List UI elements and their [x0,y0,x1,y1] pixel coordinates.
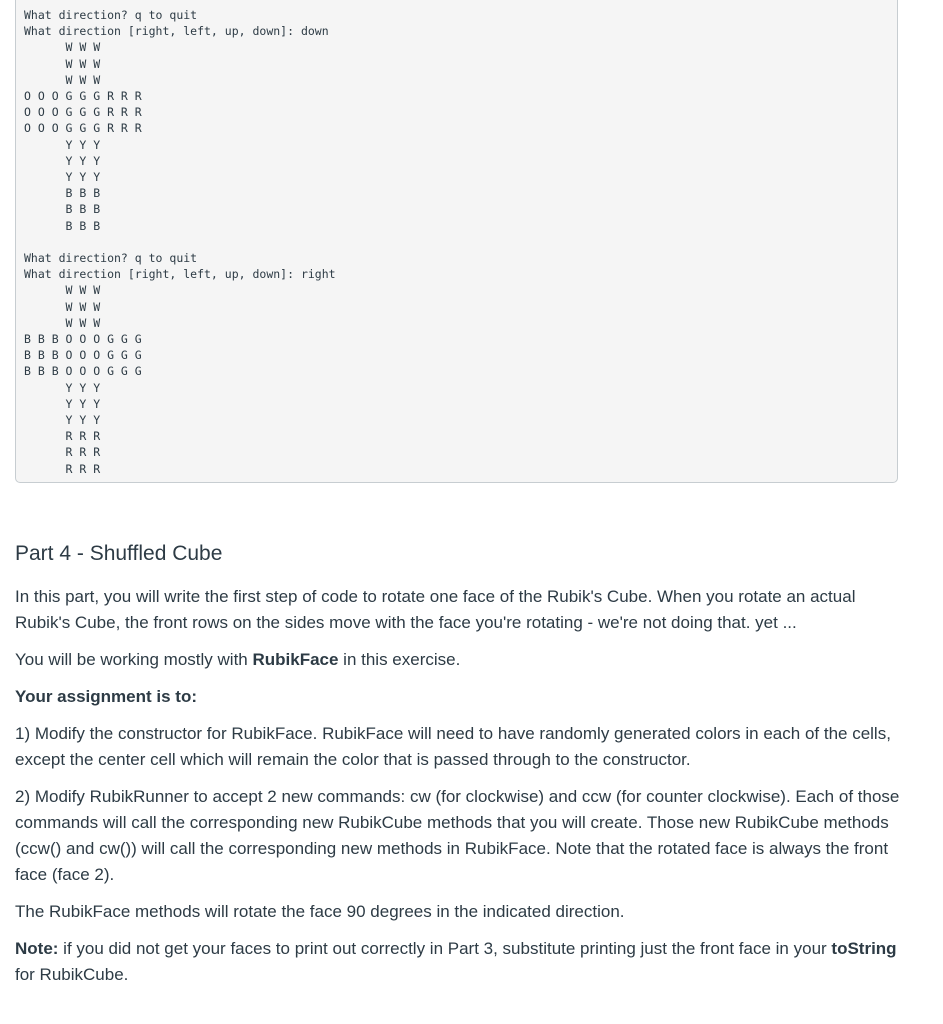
console-line: Y Y Y [24,170,101,185]
console-line: Y Y Y [24,413,101,428]
section-heading: Part 4 - Shuffled Cube [15,542,223,565]
console-line: Y Y Y [24,153,101,168]
note-label: Note: [15,939,59,959]
console-line: Y Y Y [24,137,101,152]
rotate-paragraph: The RubikFace methods will rotate the face 90 degrees in the indicated direction. [15,902,625,922]
step-1-paragraph: 1) Modify the constructor for RubikFace. RubikFace will need to have randomly generated colors in each of the cells, except the center cell which will remain the color that is passed through to the constructor. [15,724,891,770]
console-line: W W W [24,299,101,314]
console-line: Y Y Y [24,396,101,411]
console-line: R R R [24,429,101,444]
tostring-method-name: toString [831,939,897,959]
console-line: R R R [24,445,101,460]
console-line: B B B O O O G G G [24,348,142,363]
working-paragraph [15,647,915,673]
console-line: W W W [24,283,101,298]
console-line: B B B [24,202,101,217]
console-line: What direction [right, left, up, down]: down [24,24,329,39]
console-line: What direction? q to quit [24,8,198,22]
step-2-paragraph: 2) Modify RubikRunner to accept 2 new commands: cw (for clockwise) and ccw (for counter clockwise). Each of those commands will call the corresponding new RubikCube methods that you will create. Those new RubikCube methods (ccw() and cw()) will call the corresponding new methods in RubikFace. Note that the rotated face is always the front face (face 2). [15,787,900,885]
console-line: O O O G G G R R R [24,121,142,136]
console-output [24,7,897,477]
console-line: O O O G G G R R R [24,105,142,120]
console-line: W W W [24,56,101,71]
assignment-content [15,540,915,999]
intro-paragraph: In this part, you will write the first step of code to rotate one face of the Rubik's Cube. When you rotate an actual Rubik's Cube, the front rows on the sides move with the face you're rotating - we're not doing that. yet ... [15,587,856,633]
console-line: O O O G G G R R R [24,89,142,104]
console-line: B B B O O O G G G [24,364,142,379]
console-line: What direction? q to quit [24,251,198,266]
code-output-block [15,0,898,483]
console-line: What direction [right, left, up, down]: right [24,267,336,282]
console-line: W W W [24,40,101,55]
working-text-post: in this exercise. [338,650,461,670]
console-line: W W W [24,315,101,330]
console-line: B B B O O O G G G [24,332,142,347]
console-line: Y Y Y [24,380,101,395]
working-text-pre: You will be working mostly with [15,650,253,670]
note-text: if you did not get your faces to print out correctly in Part 3, substitute printing just the front face in your [58,939,832,959]
console-line: R R R [24,461,101,476]
console-line: W W W [24,72,101,87]
console-line: B B B [24,218,101,233]
console-line: B B B [24,186,101,201]
note-paragraph [15,936,915,988]
note-end-text: for RubikCube. [15,965,129,985]
assignment-label: Your assignment is to: [15,687,197,707]
assignment-label-paragraph [15,684,915,710]
rubikface-class-name: RubikFace [252,650,339,670]
